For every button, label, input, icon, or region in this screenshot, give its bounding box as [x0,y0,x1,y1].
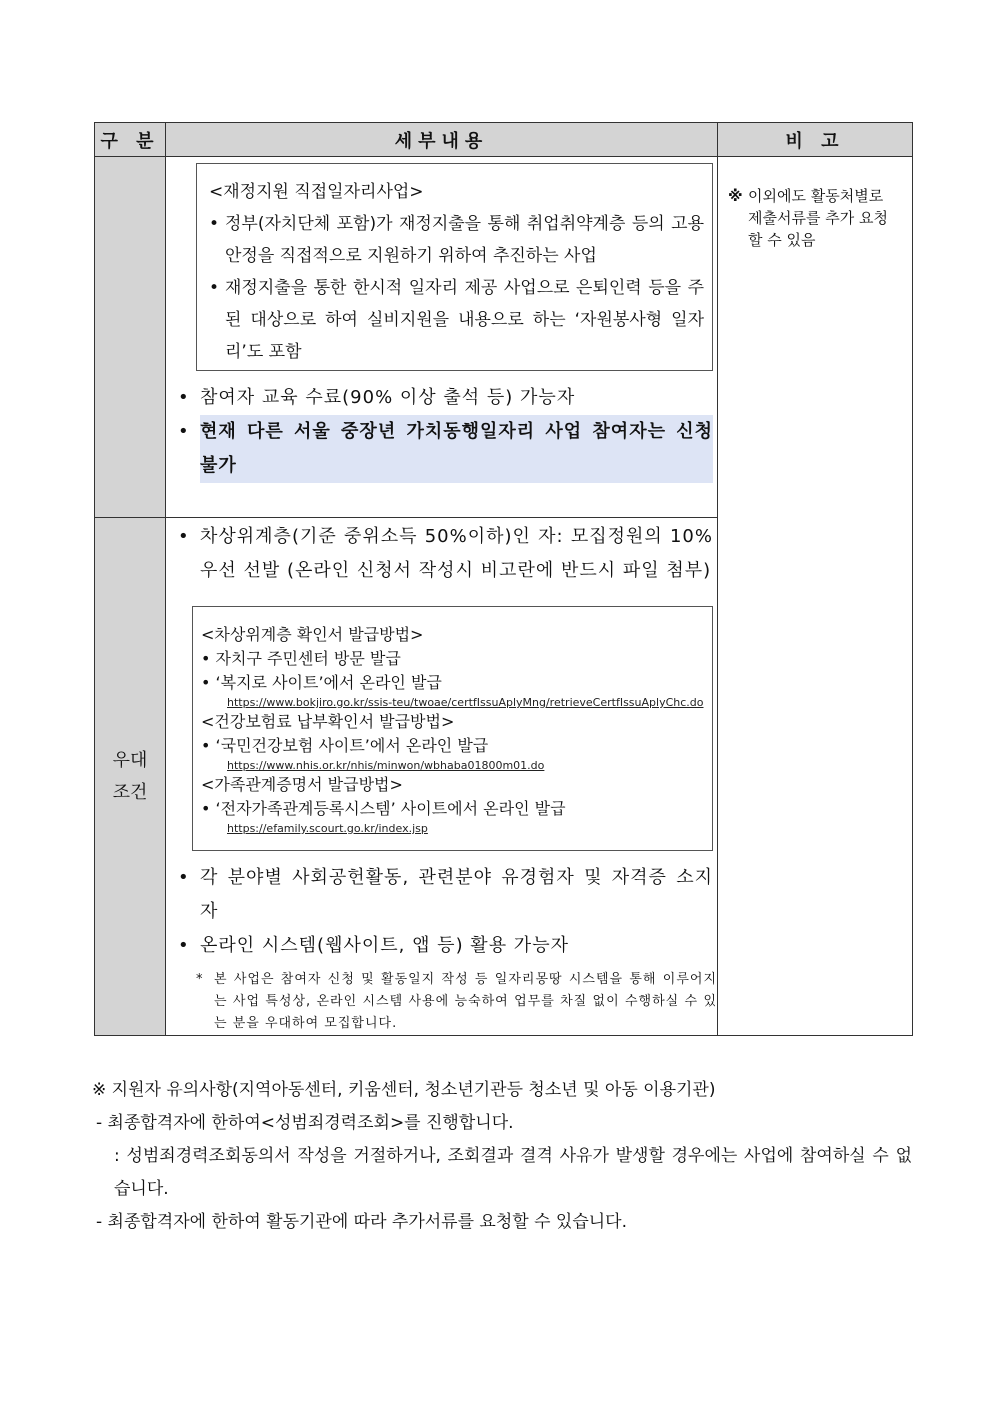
duplicate-participation-bullet: • 현재 다른 서울 중장년 가치동행일자리 사업 참여자는 신청 불가 [174,415,713,483]
remark-note: ※ 이외에도 활동처별로 제출서류를 추가 요청할 수 있음 [728,187,888,249]
row1-details [166,157,718,518]
bokjiro-link[interactable]: https://www.bokjiro.go.kr/ssis-teu/twoae/certfIssuAplyMng/retrieveCertfIssuAplyChc.do [227,696,704,709]
health-insurance-heading: <건강보험료 납부확인서 발급방법> [201,712,455,731]
online-system-note: * 본 사업은 참여자 신청 및 활동일지 작성 등 일자리몽땅 시스템을 통해 이루어지는 사업 특성상, 온라인 시스템 사용에 능숙하여 업무를 차질 없이 수행하실 수 있는 분을 우대하여 모집합니다. [196,972,717,1031]
row1-label [95,157,166,518]
notice-line: - 최종합격자에 한하여<성범죄경력조회>를 진행합니다. [96,1113,514,1133]
low-income-heading: <차상위계층 확인서 발급방법> [201,625,424,644]
notice-title: ※ 지원자 유의사항(지역아동센터, 키움센터, 청소년기관등 청소년 및 아동 이용기관) [92,1080,716,1100]
online-skill-bullet: • 온라인 시스템(웹사이트, 앱 등) 활용 가능자 [178,935,569,956]
notice-line: : 성범죄경력조회동의서 작성을 거절하거나, 조회결과 결격 사유가 발생할 경우에는 사업에 참여하실 수 없습니다. [114,1146,912,1199]
notice-line: - 최종합격자에 한하여 활동기관에 따라 추가서류를 요청할 수 있습니다. [96,1212,628,1232]
direct-job-definition-box [196,163,713,371]
issuance-item: • ‘복지로 사이트’에서 온라인 발급 [201,673,442,692]
remarks-cell [718,157,913,1036]
low-income-bullet: • 차상위계층(기준 중위소득 50%이하)인 자: 모집정원의 10% 우선 선발 (온라인 신청서 작성시 비고란에 반드시 파일 첨부) [178,526,713,581]
issuance-item: • 자치구 주민센터 방문 발급 [201,649,401,668]
nhis-link[interactable]: https://www.nhis.or.kr/nhis/minwon/wbhaba01800m01.do [227,759,545,772]
experience-bullet: • 각 분야별 사회공헌활동, 관련분야 유경험자 및 자격증 소지자 [178,867,713,922]
family-relation-heading: <가족관계증명서 발급방법> [201,775,403,794]
header-remarks: 비 고 [718,123,913,157]
box-bullet: • 재정지출을 통한 한시적 일자리 제공 사업으로 은퇴인력 등을 주된 대상으로 하여 실비지원을 내용으로 하는 ‘자원봉사형 일자리’도 포함 [209,278,704,362]
issuance-item: • ‘국민건강보험 사이트’에서 온라인 발급 [201,736,489,755]
preference-label: 우대 조건 [95,518,166,1036]
box-bullet: • 정부(자치단체 포함)가 재정지출을 통해 취업취약계층 등의 고용안정을 직접적으로 지원하기 위하여 추진하는 사업 [209,214,704,266]
document-issuance-box [192,606,713,851]
education-bullet: • 참여자 교육 수료(90% 이상 출석 등) 가능자 [178,387,576,408]
efamily-link[interactable]: https://efamily.scourt.go.kr/index.jsp [227,822,428,835]
issuance-item: • ‘전자가족관계등록시스템’ 사이트에서 온라인 발급 [201,799,566,818]
header-details: 세부내용 [166,123,718,157]
requirements-table [94,122,913,1036]
preference-details [166,518,718,1036]
box-title: <재정지원 직접일자리사업> [209,182,424,202]
applicant-notice [92,1074,912,1239]
header-category: 구 분 [95,123,166,157]
